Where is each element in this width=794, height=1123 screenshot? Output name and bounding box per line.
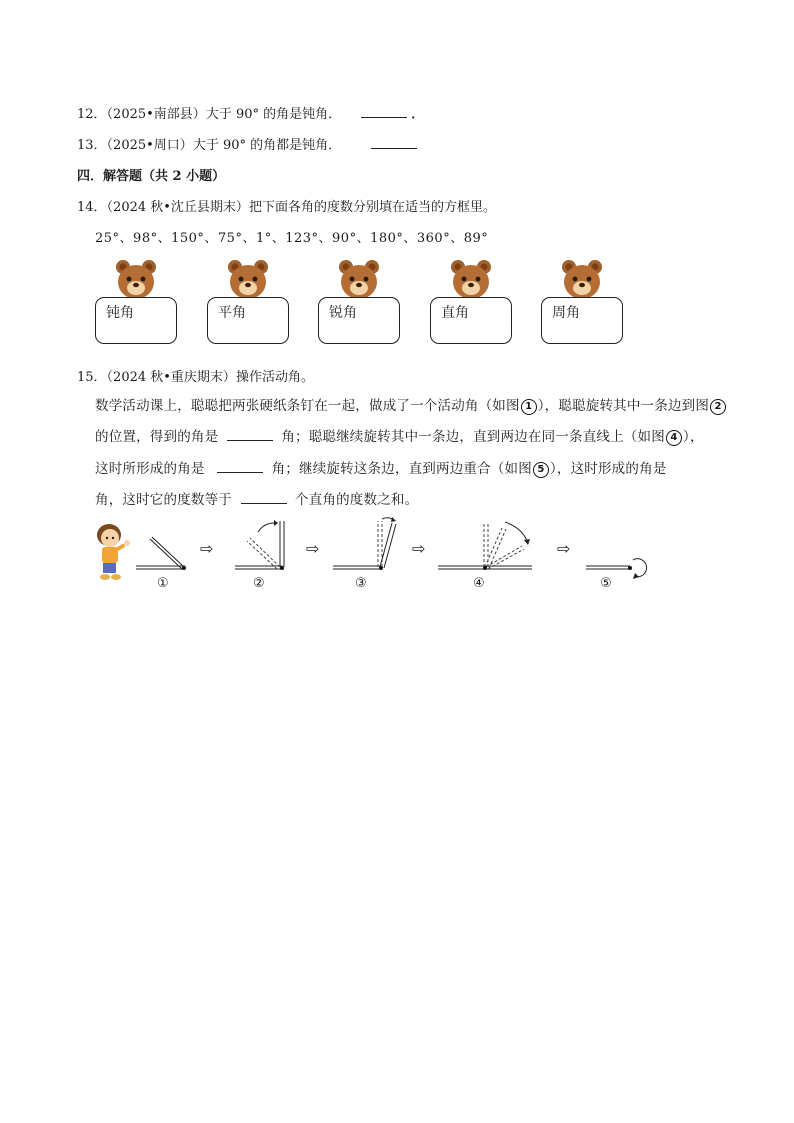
- question-source: （2025•周口）: [106, 138, 193, 153]
- answer-blank[interactable]: [217, 460, 263, 473]
- box-label: 平角: [218, 305, 246, 321]
- answer-box-straight[interactable]: [207, 297, 289, 344]
- section-title: 四．解答题（共 2 小题）: [77, 169, 226, 184]
- question-14: [77, 196, 496, 215]
- answer-blank[interactable]: [241, 491, 287, 504]
- box-label: 锐角: [329, 305, 357, 321]
- figure-label: ⑤: [600, 576, 612, 591]
- paragraph-line-4: [95, 488, 418, 508]
- answer-box-acute[interactable]: [318, 297, 400, 344]
- box-label: 直角: [441, 305, 469, 321]
- question-text: 大于 90° 的角是钝角．: [205, 107, 342, 122]
- figure-label: ①: [157, 576, 169, 591]
- text: 个直角的度数之和。: [295, 492, 419, 508]
- circled-number: 4: [666, 430, 682, 446]
- text: 数学活动课上，聪聪把两张硬纸条钉在一起，做成了一个活动角（如图: [95, 398, 520, 414]
- bear-icon: [449, 258, 493, 300]
- answer-box-right[interactable]: [430, 297, 512, 344]
- question-number: 14．: [77, 200, 107, 215]
- arrow-icon: ⇨: [412, 539, 426, 558]
- text: 这时所形成的角是: [95, 461, 205, 477]
- question-12: [77, 103, 424, 122]
- text: 角；继续旋转这条边，直到两边重合（如图: [271, 461, 532, 477]
- text: ），聪聪旋转其中一条边到图: [537, 398, 710, 414]
- text: 角，这时它的度数等于: [95, 492, 232, 508]
- text: ），: [682, 429, 704, 445]
- bear-icon: [560, 258, 604, 300]
- circled-number: 5: [533, 462, 549, 478]
- question-text: 大于 90° 的角都是钝角．: [192, 138, 342, 153]
- question-number: 12．: [77, 107, 107, 122]
- arrow-icon: ⇨: [306, 539, 320, 558]
- bear-icon: [114, 258, 158, 300]
- arrow-icon: ⇨: [200, 539, 214, 558]
- box-label: 钝角: [106, 305, 134, 321]
- question-text: 操作活动角。: [235, 370, 314, 385]
- answer-box-obtuse[interactable]: [95, 297, 177, 344]
- question-number: 13．: [77, 138, 107, 153]
- paragraph-line-3: [95, 457, 666, 478]
- arrow-icon: ⇨: [557, 539, 571, 558]
- paragraph-line-2: [95, 425, 704, 446]
- figure-4: [438, 522, 532, 570]
- text: ），这时形成的角是: [549, 461, 667, 477]
- answer-box-round[interactable]: [541, 297, 623, 344]
- question-tail: ．: [411, 107, 425, 122]
- question-source: （2024 秋•重庆期末）: [106, 370, 236, 385]
- text: 的位置，得到的角是: [95, 429, 219, 445]
- answer-blank[interactable]: [361, 105, 407, 118]
- bear-icon: [226, 258, 270, 300]
- degree-list: 25°、98°、150°、75°、1°、123°、90°、180°、360°、89°: [95, 231, 489, 246]
- answer-blank[interactable]: [227, 428, 273, 441]
- question-text: 把下面各角的度数分别填在适当的方框里。: [248, 200, 496, 215]
- figure-2: [235, 520, 284, 570]
- box-label: 周角: [552, 305, 580, 321]
- figure-label: ④: [473, 576, 485, 591]
- answer-blank[interactable]: [371, 136, 417, 149]
- question-15: [77, 366, 314, 385]
- bear-icon: [337, 258, 381, 300]
- question-13: [77, 134, 421, 153]
- figure-label: ③: [355, 576, 367, 591]
- circled-number: 2: [710, 399, 726, 415]
- angle-figure-diagram: [130, 516, 660, 591]
- circled-number: 1: [521, 399, 537, 415]
- figure-3: [333, 517, 396, 570]
- boy-illustration: [94, 521, 132, 583]
- text: 角；聪聪继续旋转其中一条边，直到两边在同一条直线上（如图: [281, 429, 665, 445]
- figure-label: ②: [253, 576, 265, 591]
- figure-5: [586, 559, 647, 579]
- paragraph-line-1: [95, 394, 727, 415]
- question-source: （2025•南部县）: [106, 107, 206, 122]
- question-number: 15．: [77, 370, 107, 385]
- figure-1: [136, 537, 186, 570]
- question-source: （2024 秋•沈丘县期末）: [106, 200, 249, 215]
